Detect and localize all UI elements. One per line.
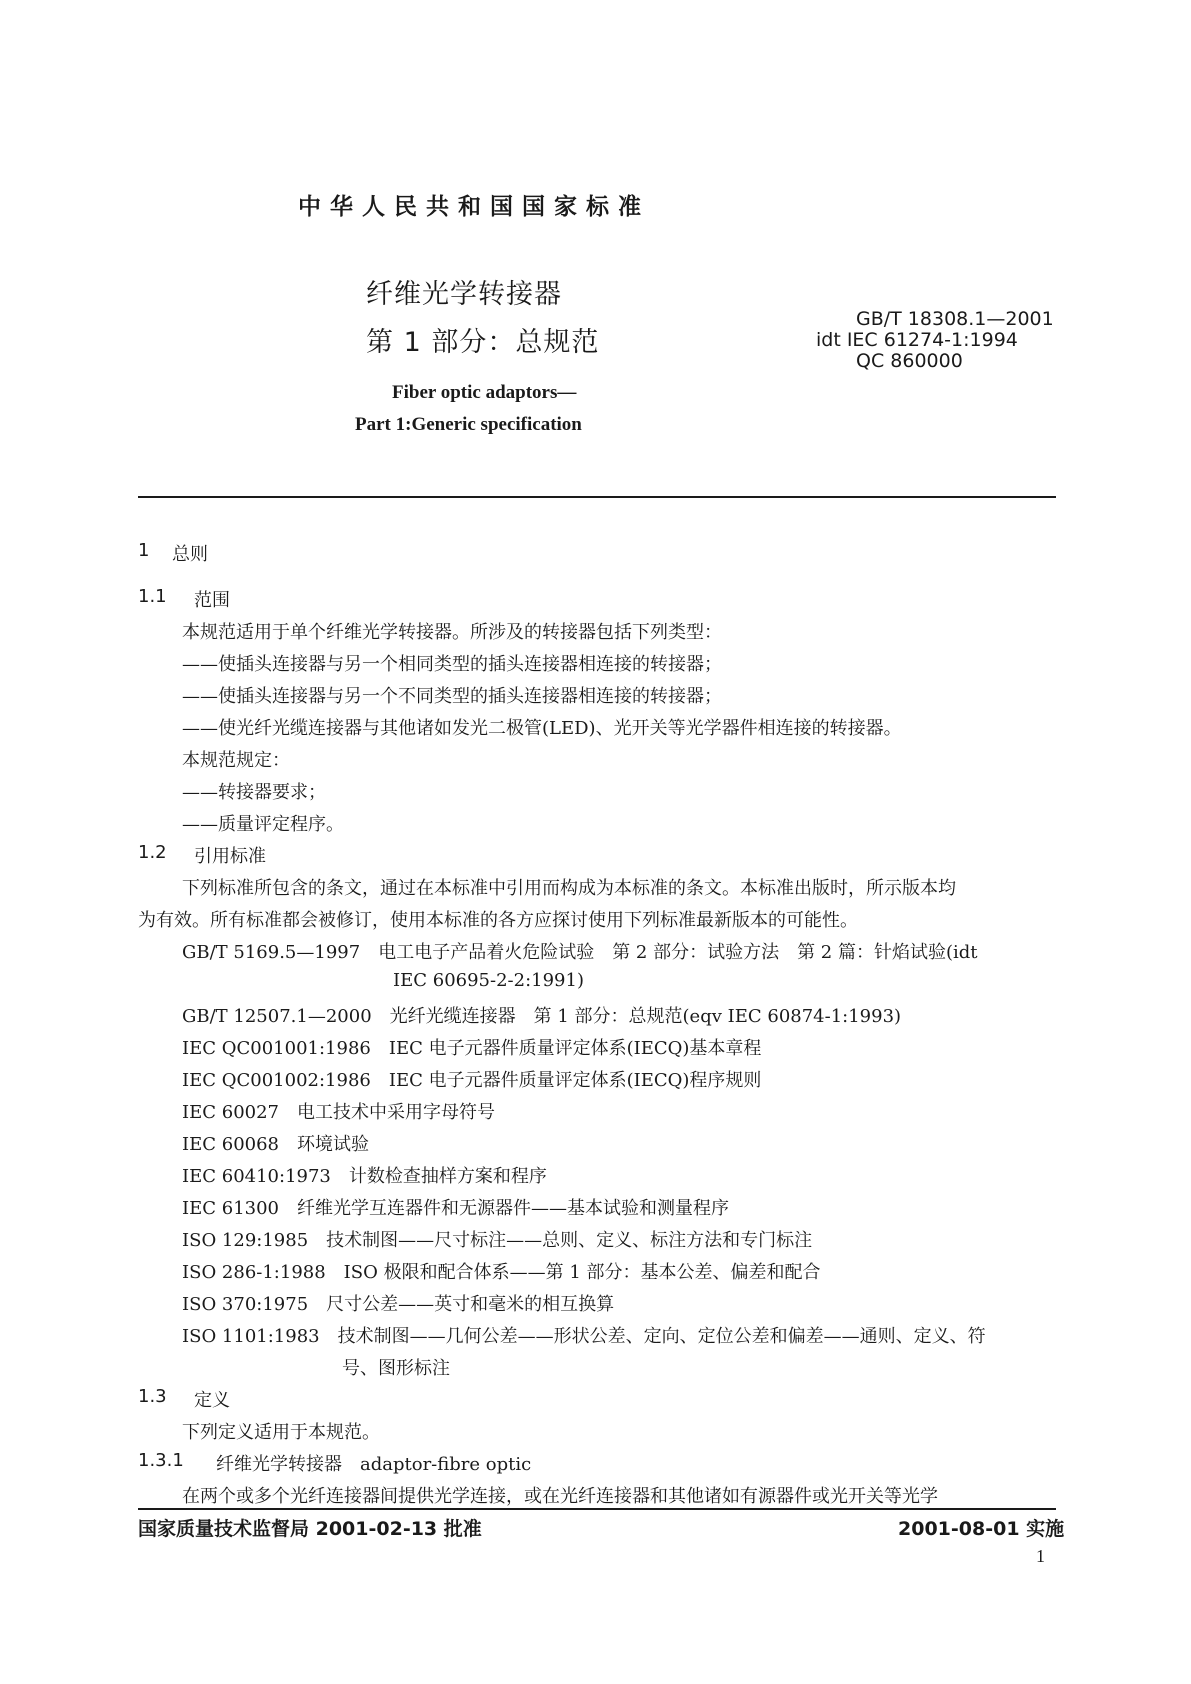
section-1-1-title: 范围 (194, 590, 230, 611)
section-1-2-number: 1.2 (138, 842, 167, 863)
header-divider (138, 496, 1056, 498)
footer-divider (138, 1508, 1056, 1510)
page-number: 1 (1036, 1546, 1045, 1566)
references-paragraph: 下列标准所包含的条文，通过在本标准中引用而构成为本标准的条文。本标准出版时，所示版本均 (182, 878, 956, 899)
standard-equivalence: idt IEC 61274-1:1994 (816, 329, 1018, 351)
definitions-paragraph: 下列定义适用于本规范。 (182, 1422, 380, 1443)
implementation-date: 2001-08-01 实施 (898, 1518, 1065, 1540)
title-en-line1: Fiber optic adaptors— (392, 382, 577, 403)
reference-item: ISO 286-1:1988 ISO 极限和配合体系——第 1 部分：基本公差、偏差和配合 (182, 1262, 821, 1283)
reference-item: IEC QC001002:1986 IEC 电子元器件质量评定体系(IECQ)程序规则 (182, 1070, 762, 1091)
section-1-title: 总则 (172, 544, 208, 565)
scope-list-item: ——转接器要求； (182, 782, 326, 803)
reference-item: GB/T 5169.5—1997 电工电子产品着火危险试验 第 2 部分：试验方法 第 2 篇：针焰试验(idt (182, 942, 978, 963)
approval-line: 国家质量技术监督局 2001-02-13 批准 (138, 1518, 482, 1540)
title-cn-line1: 纤维光学转接器 (366, 279, 562, 310)
title-en-line2: Part 1:Generic specification (355, 414, 582, 435)
section-1-3-1-title: 纤维光学转接器 adaptor-fibre optic (216, 1454, 532, 1475)
section-1-3-title: 定义 (194, 1390, 230, 1411)
scope-paragraph: 本规范适用于单个纤维光学转接器。所涉及的转接器包括下列类型： (182, 622, 722, 643)
reference-item: IEC 61300 纤维光学互连器件和无源器件——基本试验和测量程序 (182, 1198, 730, 1219)
reference-item: ISO 129:1985 技术制图——尺寸标注——总则、定义、标注方法和专门标注 (182, 1230, 813, 1251)
reference-item: IEC 60027 电工技术中采用字母符号 (182, 1102, 496, 1123)
reference-item: ISO 370:1975 尺寸公差——英寸和毫米的相互换算 (182, 1294, 615, 1315)
reference-item: IEC 60068 环境试验 (182, 1134, 370, 1155)
reference-item: ISO 1101:1983 技术制图——几何公差——形状公差、定向、定位公差和偏差——通则、定义、符 (182, 1326, 986, 1347)
scope-list-item: ——质量评定程序。 (182, 814, 344, 835)
qc-code: QC 860000 (856, 350, 963, 372)
section-1-number: 1 (138, 540, 150, 561)
reference-item: IEC QC001001:1986 IEC 电子元器件质量评定体系(IECQ)基本章程 (182, 1038, 762, 1059)
reference-item: GB/T 12507.1—2000 光纤光缆连接器 第 1 部分：总规范(eqv IEC 60874-1:1993) (182, 1006, 902, 1027)
section-1-3-number: 1.3 (138, 1386, 167, 1407)
section-1-3-1-number: 1.3.1 (138, 1450, 184, 1471)
standard-code: GB/T 18308.1—2001 (856, 308, 1054, 330)
section-1-1-number: 1.1 (138, 586, 167, 607)
scope-paragraph: 本规范规定： (182, 750, 290, 771)
scope-list-item: ——使光纤光缆连接器与其他诸如发光二极管(LED)、光开关等光学器件相连接的转接器。 (182, 718, 902, 739)
national-standard-title: 中华人民共和国国家标准 (298, 194, 650, 220)
definition-paragraph: 在两个或多个光纤连接器间提供光学连接，或在光纤连接器和其他诸如有源器件或光开关等光学 (182, 1486, 938, 1507)
scope-list-item: ——使插头连接器与另一个不同类型的插头连接器相连接的转接器； (182, 686, 722, 707)
reference-item: IEC 60410:1973 计数检查抽样方案和程序 (182, 1166, 547, 1187)
references-paragraph: 为有效。所有标准都会被修订，使用本标准的各方应探讨使用下列标准最新版本的可能性。 (138, 910, 858, 931)
scope-list-item: ——使插头连接器与另一个相同类型的插头连接器相连接的转接器； (182, 654, 722, 675)
reference-item-continuation: IEC 60695-2-2:1991) (393, 970, 584, 991)
title-cn-line2: 第 1 部分：总规范 (366, 327, 600, 358)
reference-item-continuation: 号、图形标注 (342, 1358, 450, 1379)
section-1-2-title: 引用标准 (194, 846, 266, 867)
